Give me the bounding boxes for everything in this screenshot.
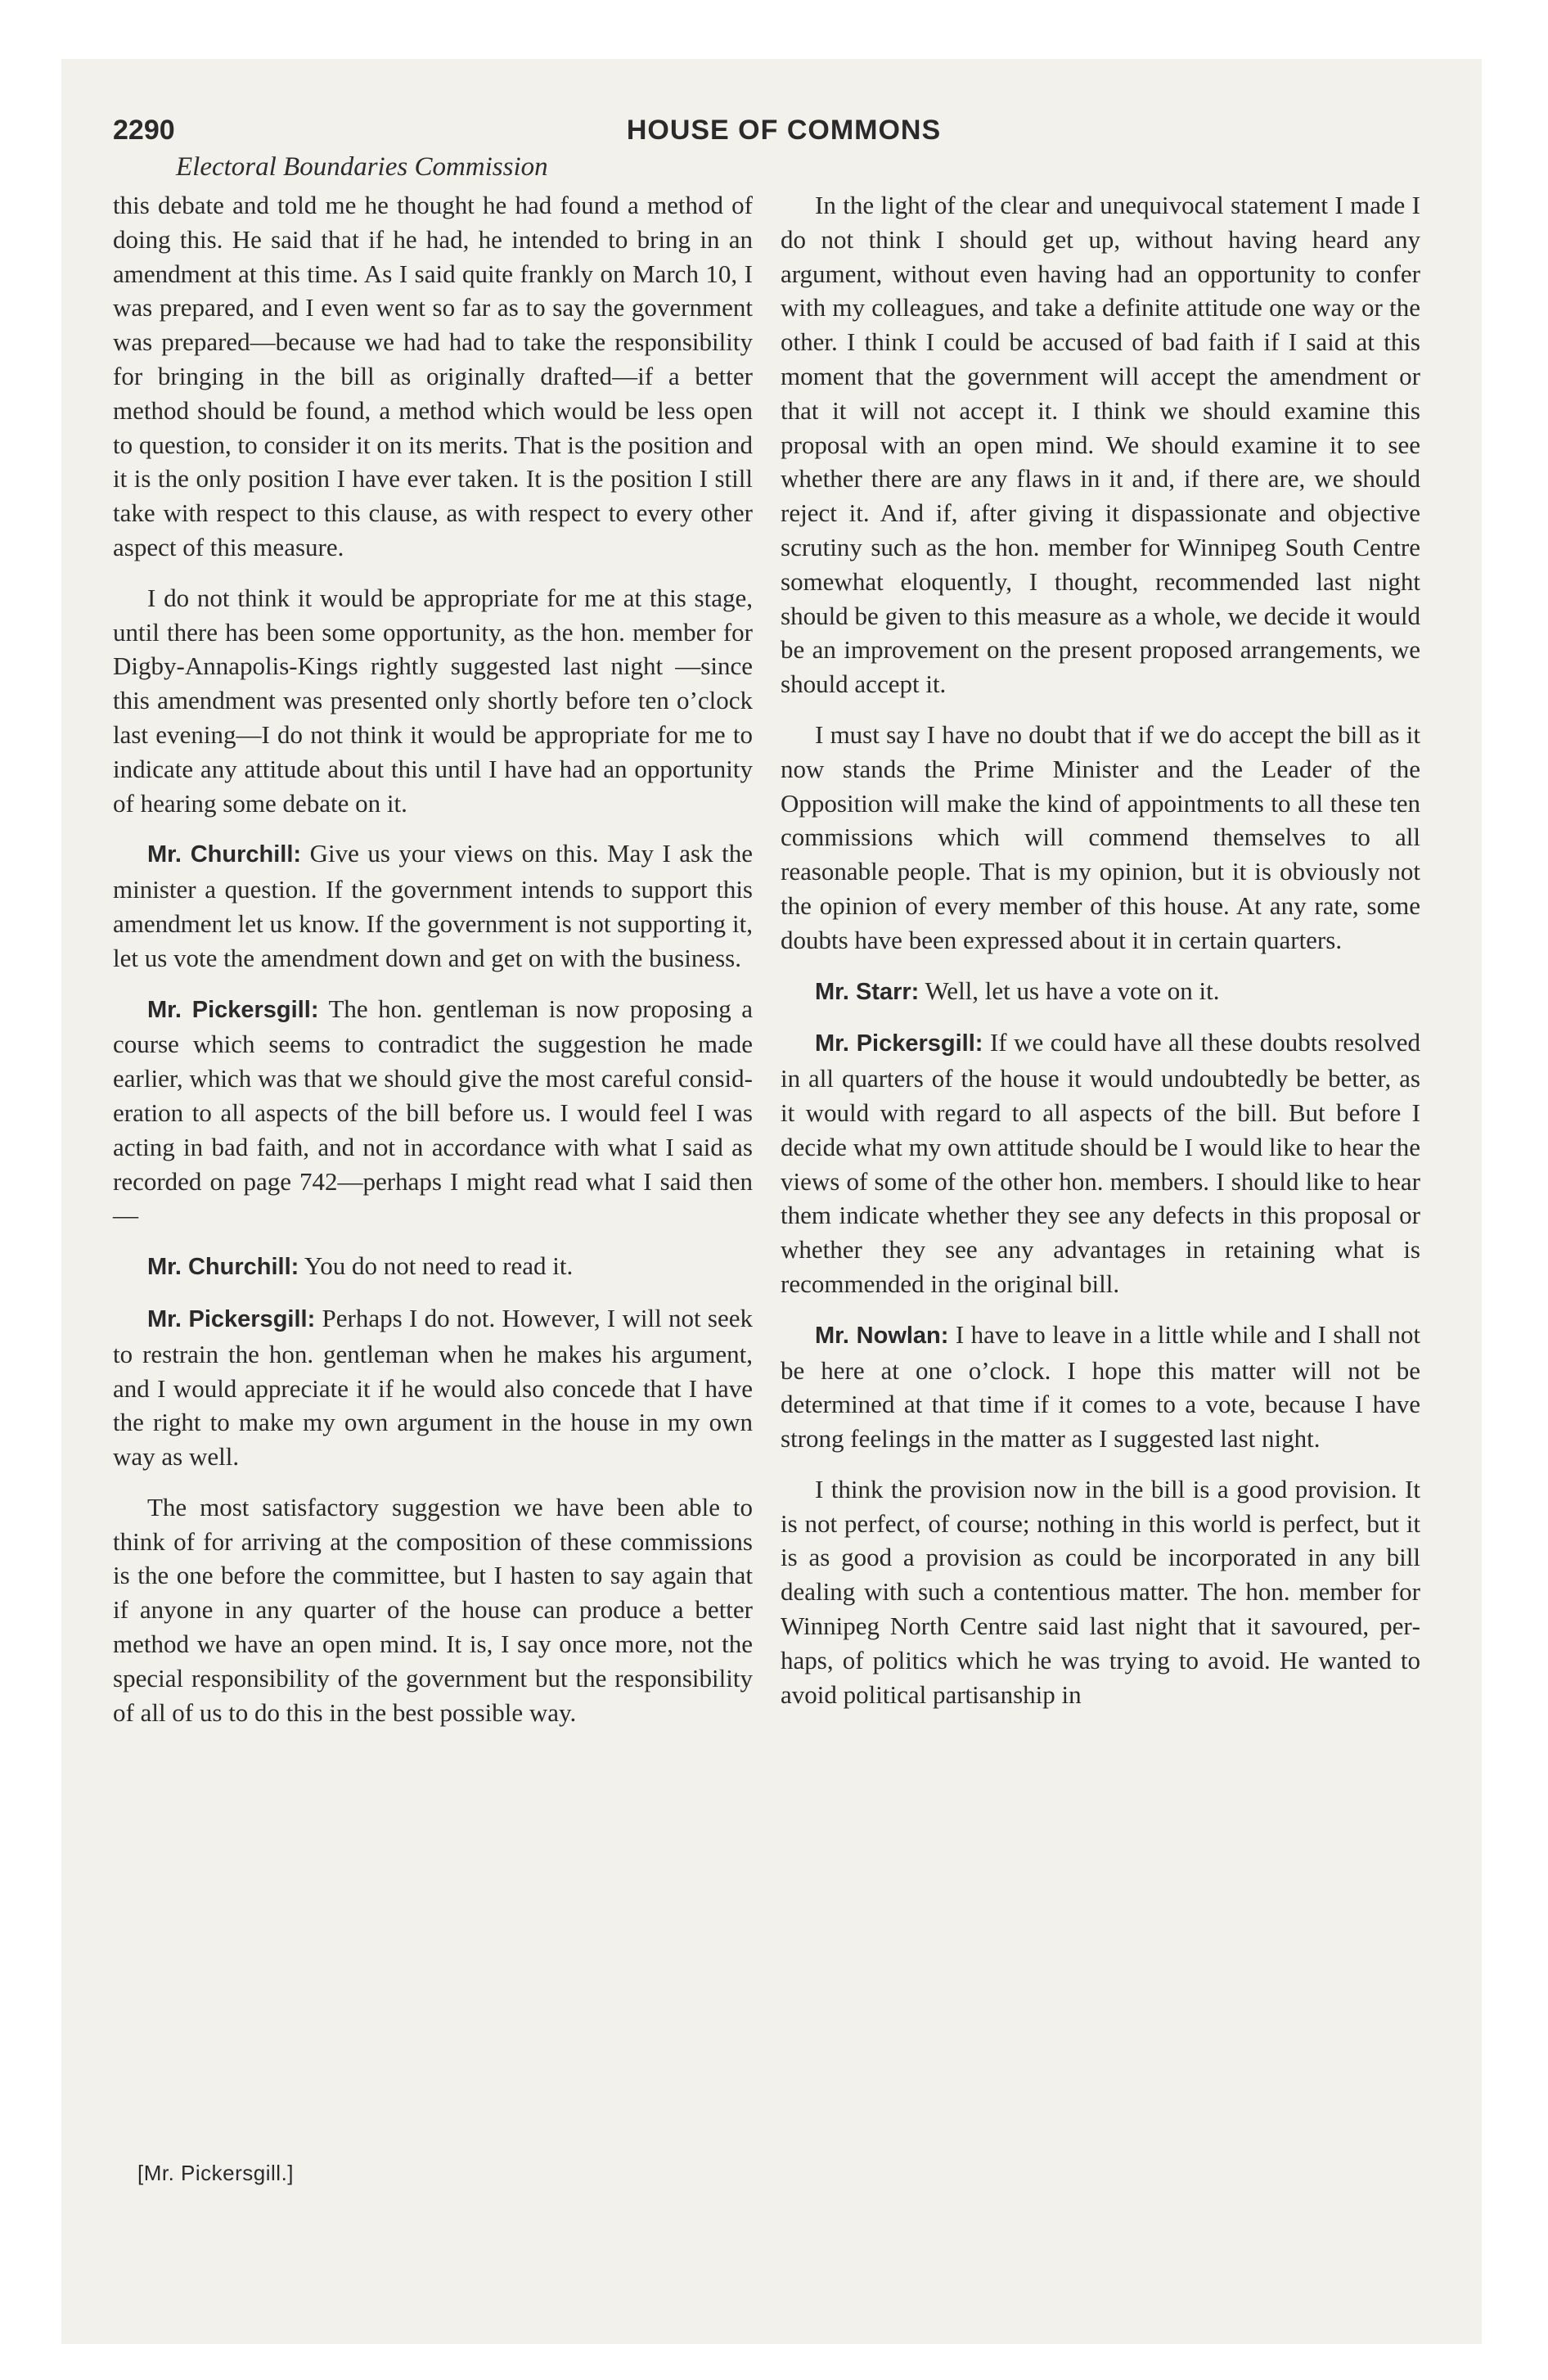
paragraph <box>113 1249 753 1285</box>
paragraph-text: I have to leave in a little while and I shall not be here at one o’clock. I hope this matter will not be determined at that time if it comes to a vote, because I have strong feelings in the matter as I suggested last night. <box>781 1319 1420 1454</box>
paragraph <box>781 1472 1420 1712</box>
page-title: HOUSE OF COMMONS <box>626 115 942 146</box>
paragraph <box>113 1490 753 1730</box>
paragraph-text: The hon. gentleman is now proposing a course which seems to contradict the suggestion he made earlier, which was that we should give the most careful consideration to all aspects of the bill before us. I would feel I was acting in bad faith, and not in accordance with what I said as recorded on page 742—perhaps I might read what I said then— <box>113 994 753 1230</box>
paragraph-text: The most satisfactory suggestion we have been able to think of for arriving at the composition of these commissions is the one before the committee, but I hasten to say again that if anyone in any quarter of the house can produce a better method we have an open mind. It is, I say once more, not the special responsibility of the government but the responsibility of all of us to do this in the best possible way. <box>113 1492 753 1727</box>
paragraph-text: I think the provision now in the bill is a good provision. It is not perfect, of course; nothing in this world is perfect, but it is as good a provision as could be incorporated in any bill dealing with such a contentious matter. The hon. member for Winnipeg North Centre said last night that it savoured, perhaps, of politics which he was trying to avoid. He wanted to avoid political partisanship in <box>781 1474 1420 1709</box>
paragraph <box>781 1318 1420 1456</box>
page-footer: [Mr. Pickersgill.] <box>137 2161 295 2185</box>
paragraph-text: this debate and told me he thought he had found a method of doing this. He said that if he had, he intended to bring in an amendment at this time. As I said quite frankly on March 10, I was prepared, and I even went so far as to say the government was prepared—because we had had to take the responsibility for bringing in the bill as originally drafted—if a better method should be found, a method which would be less open to question, to consider it on its merits. That is the position and it is the only position I have ever taken. It is the position I still take with respect to this clause, as with respect to every other aspect of this measure. <box>113 191 753 561</box>
paragraph-text: Well, let us have a vote on it. <box>925 976 1220 1005</box>
paragraph <box>113 581 753 821</box>
paragraph <box>113 1301 753 1474</box>
page-number: 2290 <box>113 115 175 146</box>
paragraph <box>113 992 753 1233</box>
paragraph-text: In the light of the clear and unequivocal statement I made I do not think I should get up, without having heard any argument, without even having had an opportunity to confer with my colleagues, and take a definite attitude one way or the other. I think I could be accused of bad faith if I said at this moment that the government will accept the amendment or that it will not accept it. I think we should examine this proposal with an open mind. We should examine it to see whether there are any flaws in it and, if there are, we should reject it. And if, after giving it dispassionate and objective scrutiny such as the hon. member for Winnipeg South Centre somewhat eloquently, I thought, recommended last night should be given to this measure as a whole, we decide it would be an improvement on the present proposed arrangements, we should accept it. <box>781 191 1420 699</box>
page-header <box>113 115 1455 157</box>
paragraph-text: If we could have all these doubts resolved in all quarters of the house it would undoubtedly be better, as it would with regard to all aspects of the bill. But before I decide what my own attitude should be I would like to hear the views of some of the other hon. members. I should like to hear them indicate whether they see any defects in this proposal or whether they see any advantages in retaining what is recommended in the original bill. <box>781 1028 1421 1298</box>
paragraph <box>781 974 1420 1010</box>
paragraph-text: I do not think it would be appropriate for me at this stage, until there has been some opportunity, as the hon. member for Digby-Annapolis-Kings rightly suggested last night —since this amendment was presented only shortly before ten o’clock last evening—I do not think it would be appropriate for me to indicate any attitude about this until I have had an opportunity of hearing some debate on it. <box>113 583 753 818</box>
speaker-name: Mr. Churchill: <box>147 841 302 868</box>
speaker-name: Mr. Nowlan: <box>815 1322 949 1349</box>
paragraph-text: You do not need to read it. <box>304 1251 574 1281</box>
paragraph <box>781 1025 1420 1300</box>
speaker-name: Mr. Pickersgill: <box>147 996 319 1023</box>
paragraph <box>781 188 1420 701</box>
paragraph-text: I must say I have no doubt that if we do accept the bill as it now stands the Prime Minister and the Leader of the Opposition will make the kind of appointments to all these ten commissions which will commend themselves to all reasonable people. That is my opinion, but it is obviously not the opinion of every member of this house. At any rate, some doubts have been expressed about it in certain quarters. <box>781 719 1420 954</box>
speaker-name: Mr. Pickersgill: <box>147 1305 316 1332</box>
speaker-name: Mr. Starr: <box>815 978 920 1005</box>
paragraph-text: Give us your views on this. May I ask the minister a question. If the government intends to support this amendment let us know. If the government is not supporting it, let us vote the amendment down and get on with the business. <box>113 839 753 972</box>
paragraph <box>113 188 753 565</box>
paragraph <box>113 836 753 975</box>
right-column <box>781 188 1420 1728</box>
speaker-name: Mr. Pickersgill: <box>815 1030 983 1057</box>
section-subheading: Electoral Boundaries Commission <box>176 152 548 182</box>
left-column <box>113 188 753 1746</box>
speaker-name: Mr. Churchill: <box>147 1254 299 1281</box>
paragraph-text: Perhaps I do not. However, I will not seek to restrain the hon. gentleman when he makes his argument, and I would appreciate it if he would also concede that I have the right to make my own argument in the house in my own way as well. <box>113 1303 754 1472</box>
paragraph <box>781 718 1420 958</box>
